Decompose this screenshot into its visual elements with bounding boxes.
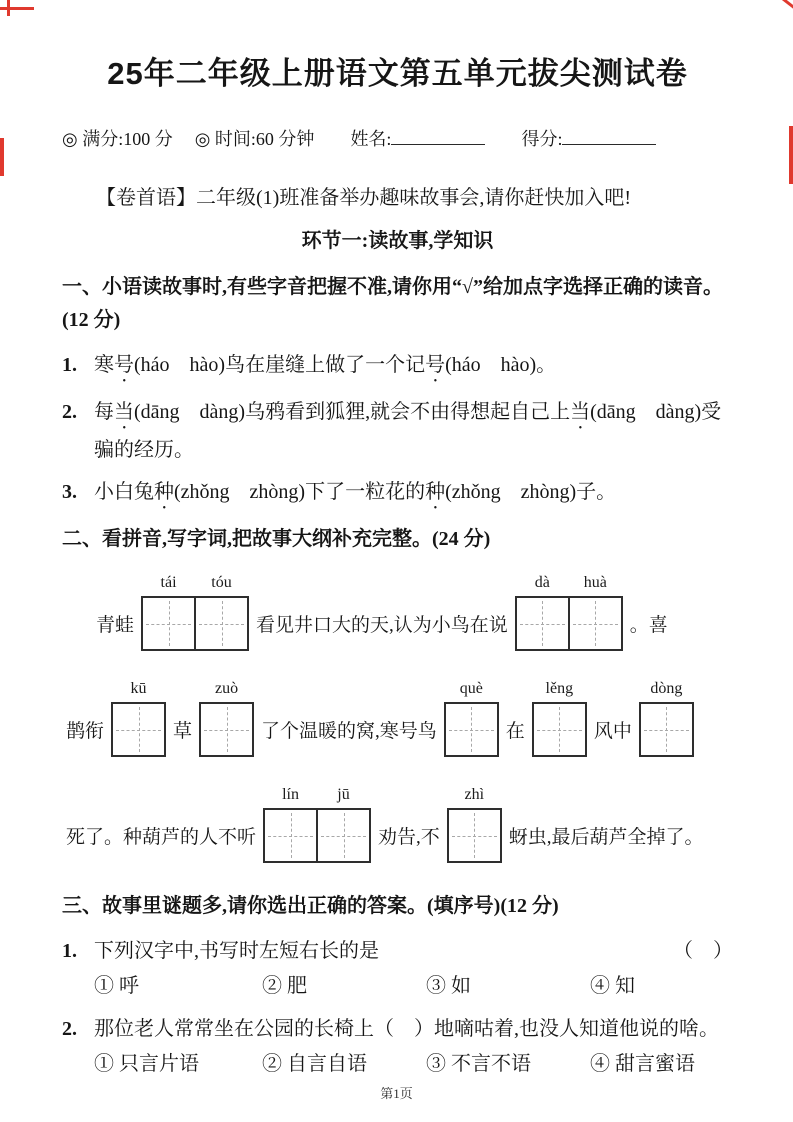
grid-vline-icon [474,813,475,858]
item-line [62,396,733,467]
text-segment: 每 [94,401,114,423]
preface-text: 【卷首语】二年级(1)班准备举办趣味故事会,请你赶快加入吧! [96,187,631,209]
scan-mark-top-left-vertical [7,0,10,16]
grid-vline-icon [666,707,667,752]
option: ② 自言自语 [262,1053,367,1075]
row-text: 在 [505,721,525,742]
pinyin-label: jū [337,786,350,803]
pinyin-label: kū [130,680,147,697]
item-text [94,1013,733,1046]
item-line [62,935,733,968]
writing-box-group [532,678,587,757]
score-label: 得分: [521,129,563,149]
section1-item [62,476,733,514]
scan-mark-top-right-diagonal [764,0,793,10]
writing-box [515,572,570,651]
section1-item [62,349,733,387]
full-score-label: ◎ 满分:100 分 [62,129,173,149]
grid-vline-icon [542,601,543,646]
grid-vline-icon [169,601,170,646]
pinyin-label: dà [534,574,550,591]
writing-box-group [199,678,254,757]
dotted-char: 当 [570,401,591,423]
text-segment: (dāng dàng)受骗的经历。 [94,401,722,461]
writing-box-group [444,678,499,757]
paper-title: 25年二年级上册语文第五单元拔尖测试卷 [107,56,688,91]
row-text: 了个温暖的窝,寒号鸟 [261,721,437,742]
writing-box-group [515,572,623,651]
writing-box [111,678,166,757]
writing-box [532,678,587,757]
name-blank-line [391,126,485,145]
text-segment: 寒 [94,354,114,376]
pinyin-write-row [62,678,733,757]
writing-box [568,572,623,651]
question-text: 下列汉字中,书写时左短右长的是 [94,940,379,962]
grid-vline-icon [344,813,345,858]
item-text [94,349,733,387]
writing-box [639,678,694,757]
pinyin-label: lěng [545,680,574,697]
exam-info-line [62,125,733,151]
option: ④ 知 [590,975,635,997]
pinyin-write-row [62,784,733,863]
section1-items [62,349,733,514]
tian-grid-box [141,596,196,651]
item-text [94,476,733,514]
tian-grid-box [444,702,499,757]
tian-grid-box [316,808,371,863]
pinyin-label: huà [583,574,607,591]
row-text: 。喜 [629,615,668,636]
writing-box [199,678,254,757]
row-text: 青蛙 [96,615,135,636]
section3-item [62,1013,733,1081]
options-row [94,970,733,1003]
item-line [62,349,733,387]
row-text: 风中 [593,721,632,742]
pinyin-label: tái [160,574,177,591]
section1-item [62,396,733,467]
item-number: 2. [62,401,77,423]
option: ③ 不言不语 [426,1053,531,1075]
tian-grid-box [568,596,623,651]
tian-grid-box [199,702,254,757]
writing-box [263,784,318,863]
tian-grid-box [111,702,166,757]
section2-heading: 二、看拼音,写字词,把故事大纲补充完整。(24 分) [62,528,491,550]
row-text: 死了。种葫芦的人不听 [66,827,257,848]
row-text: 劝告,不 [378,827,440,848]
text-segment: (dāng dàng)乌鸦看到狐狸,就会不由得想起自己上 [134,401,571,423]
dotted-char: 种 [425,481,446,503]
grid-vline-icon [291,813,292,858]
text-segment: (háo hào)。 [445,354,557,376]
row-text: 草 [173,721,193,742]
answer-bracket: （ ） [673,940,733,962]
item-line [62,1013,733,1046]
text-segment: (zhǒng zhòng)下了一粒花的 [174,481,426,503]
pinyin-label: què [459,680,483,697]
dotted-char: 当 [114,401,134,423]
dotted-char: 号 [425,354,446,376]
name-label: 姓名: [350,129,392,149]
section3-items [62,935,733,1081]
question-text: 那位老人常常坐在公园的长椅上（ ）地嘀咕着,也没人知道他说的啥。 [94,1018,719,1040]
scan-mark-right-edge [789,126,793,184]
score-field [521,125,656,151]
tian-grid-box [639,702,694,757]
dotted-char: 号 [114,354,134,376]
dotted-char: 种 [154,481,174,503]
section2-pinyin-rows [62,572,733,863]
item-number: 3. [62,481,77,503]
option: ① 呼 [94,975,139,997]
tian-grid-box [263,808,318,863]
writing-box-group [263,784,371,863]
row-text: 鹊衔 [66,721,105,742]
pinyin-label: lín [282,786,299,803]
writing-box [316,784,371,863]
section1-heading: 一、小语读故事时,有些字音把握不准,请你用“√”给加点字选择正确的读音。(12 分) [62,276,723,331]
score-blank-line [562,126,656,145]
text-segment: (zhǒng zhòng)子。 [445,481,617,503]
item-number: 2. [62,1018,77,1040]
option: ③ 如 [426,975,471,997]
writing-box-group [447,784,502,863]
grid-vline-icon [595,601,596,646]
option: ① 只言片语 [94,1053,199,1075]
tian-grid-box [447,808,502,863]
grid-vline-icon [139,707,140,752]
writing-box-group [639,678,694,757]
pinyin-write-row [62,572,733,651]
grid-vline-icon [222,601,223,646]
item-text [94,935,733,968]
tian-grid-box [194,596,249,651]
tian-grid-box [532,702,587,757]
section3-item [62,935,733,1003]
text-segment: (háo hào)鸟在崖缝上做了一个记 [134,354,426,376]
item-text [94,396,733,467]
writing-box [447,784,502,863]
pinyin-label: zhì [464,786,485,803]
time-label: ◎ 时间:60 分钟 [194,129,315,149]
option: ② 肥 [262,975,307,997]
writing-box [141,572,196,651]
scan-mark-left-edge [0,138,4,176]
grid-vline-icon [227,707,228,752]
writing-box-group [111,678,166,757]
part1-title: 环节一:读故事,学知识 [301,230,494,252]
item-number: 1. [62,940,77,962]
grid-vline-icon [559,707,560,752]
section3-heading: 三、故事里谜题多,请你选出正确的答案。(填序号)(12 分) [62,895,559,917]
item-number: 1. [62,354,77,376]
options-row [94,1048,733,1081]
pinyin-label: zuò [214,680,239,697]
writing-box-group [141,572,249,651]
pinyin-label: dòng [650,680,683,697]
grid-vline-icon [471,707,472,752]
page-number: 第1页 [380,1086,413,1101]
row-text: 看见井口大的天,认为小鸟在说 [256,615,508,636]
writing-box [194,572,249,651]
writing-box [444,678,499,757]
text-segment: 小白兔 [94,481,154,503]
row-text: 蚜虫,最后葫芦全掉了。 [508,827,704,848]
option: ④ 甜言蜜语 [590,1053,695,1075]
item-line [62,476,733,514]
tian-grid-box [515,596,570,651]
name-field [350,125,485,151]
pinyin-label: tóu [211,574,232,591]
scan-mark-top-left-horizontal [0,7,34,10]
